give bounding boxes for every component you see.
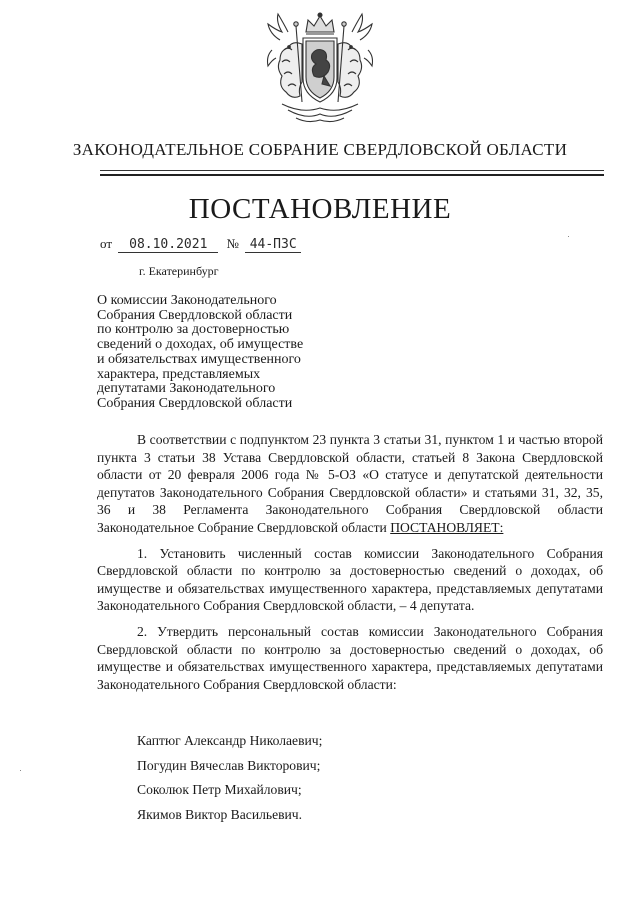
subject-line: по контролю за достоверностью: [97, 322, 290, 338]
subject-line: Собрания Свердловской области: [97, 395, 293, 411]
scan-speck: [568, 236, 569, 237]
members-list: [137, 733, 322, 831]
organization-name: ЗАКОНОДАТЕЛЬНОЕ СОБРАНИЕ СВЕРДЛОВСКОЙ ОБЛАСТИ: [72, 140, 568, 159]
preamble-text: В соответствии с подпунктом 23 пункта 3 статьи 31, пунктом 1 и частью второй пункта 3 статьи 38 Устава Свердловской области, статьей 8 Закона Свердловской области от 20 февраля 2006 года № 5-ОЗ «О статусе и депутатской деятельности депутатов Законодательного Собрания Свердловской области» и статьями 31, 32, 35, 36 и 38 Регламента Законодательного Собрания Свердловской области Законодательное Собрание Свердловской области: [97, 432, 603, 535]
document-date: 08.10.2021: [118, 237, 218, 253]
member-item: Погудин Вячеслав Викторович;: [137, 757, 321, 773]
member-item: Соколюк Петр Михайлович;: [137, 782, 302, 797]
header-rule-thick: [100, 174, 604, 176]
header-rule-thin: [100, 170, 604, 171]
coat-of-arms-emblem: [262, 10, 378, 126]
date-prefix: от: [100, 236, 113, 251]
number-prefix: №: [226, 236, 239, 251]
city: г. Екатеринбург: [139, 264, 219, 278]
subject-line: характера, представляемых: [97, 366, 261, 382]
document-meta: [100, 236, 301, 253]
document-number: 44-ПЗС: [245, 237, 301, 253]
member-item: Каптюг Александр Николаевич;: [137, 733, 323, 748]
subject-line: сведений о доходах, об имуществе: [97, 337, 304, 353]
item-2-paragraph: 2. Утвердить персональный состав комиссии Законодательного Собрания Свердловской области по контролю за достоверностью сведений о доходах, об имуществе и обязательствах имущественного характера, представляемых депутатами Законодательного Собрания Свердловской области:: [97, 623, 603, 692]
scan-speck: [20, 770, 21, 771]
subject-line: и обязательствах имущественного: [97, 351, 301, 367]
resolves-word: ПОСТАНОВЛЯЕТ:: [390, 519, 504, 535]
member-item: Якимов Виктор Васильевич.: [137, 806, 303, 822]
subject-line: Собрания Свердловской области: [97, 307, 293, 323]
subject-line: О комиссии Законодательного: [97, 293, 277, 308]
preamble-paragraph: [97, 431, 603, 537]
document-subject: [97, 294, 347, 412]
subject-line: депутатами Законодательного: [97, 381, 276, 397]
document-body: [97, 431, 603, 693]
document-type-title: ПОСТАНОВЛЕНИЕ: [188, 193, 452, 225]
item-1-paragraph: 1. Установить численный состав комиссии Законодательного Собрания Свердловской области по контролю за достоверностью сведений о доходах, об имуществе и обязательствах имущественного характера, представляемых депутатами Законодательного Собрания Свердловской области, – 4 депутата.: [97, 545, 603, 614]
